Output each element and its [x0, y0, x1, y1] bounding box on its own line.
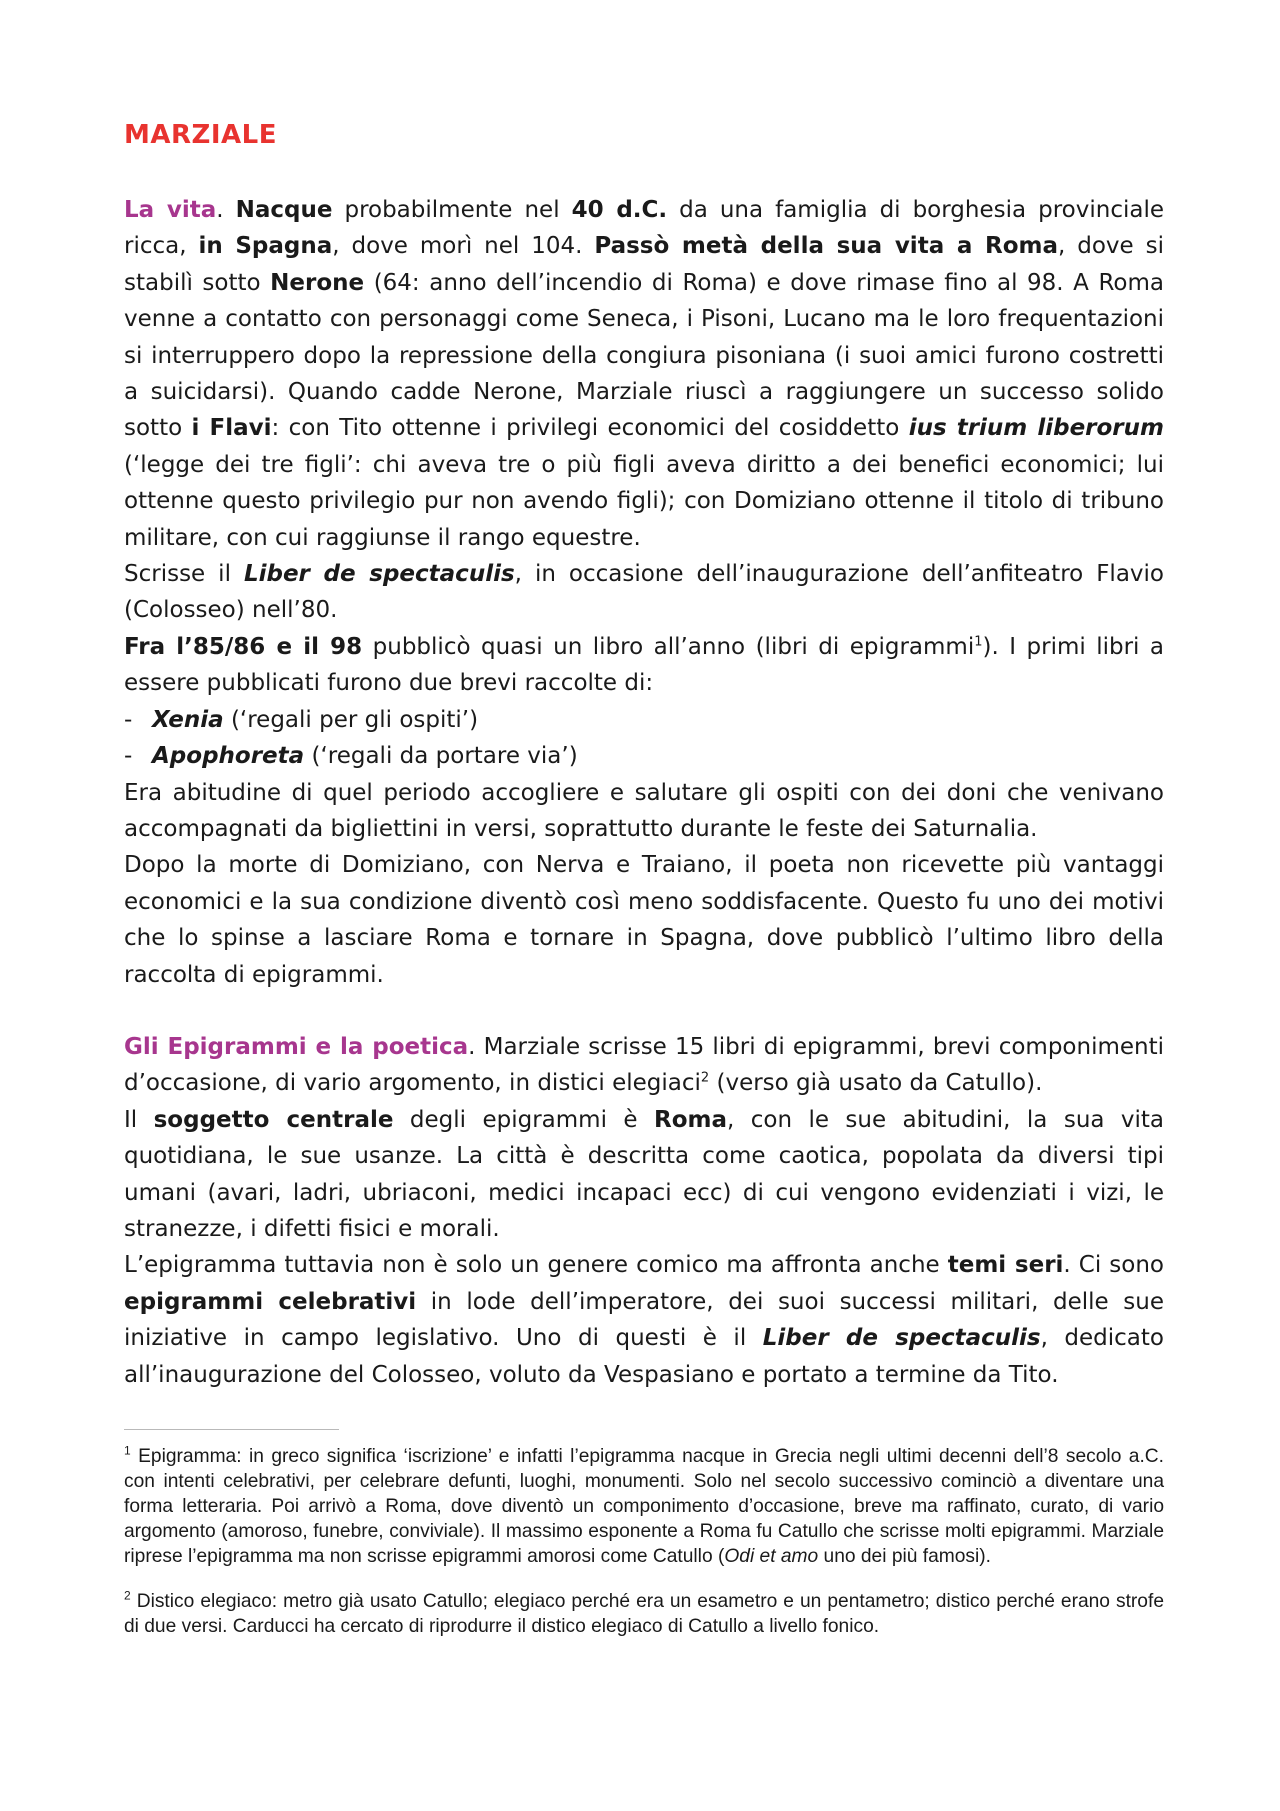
vita-paragraph-5: Dopo la morte di Domiziano, con Nerva e Traiano, il poeta non ricevette più vantaggi economici e la sua condizione diventò così meno soddisfacente. Questo fu uno dei motivi che lo spinse a lasciare Roma e tornare in Spagna, dove pubblicò l’ultimo libro della raccolta di epigrammi. [124, 852, 1164, 988]
document-page [124, 120, 1164, 1659]
footnote-2: $^2$ Distico elegiaco: metro già usato Catullo; elegiaco perché era un esametro e un pentametro; distico perché erano strofe di due versi. Carducci ha cercato di riprodurre il distico elegiaco di Catullo a livello fonico. [124, 1588, 1164, 1637]
footnote-ref-2: 2 [700, 1070, 710, 1086]
vita-paragraph-4: Era abitudine di quel periodo accogliere e salutare gli ospiti con dei doni che venivano accompagnati da bigliettini in versi, soprattutto durante le feste dei Saturnalia. [124, 779, 1164, 842]
collections-list [124, 702, 1164, 775]
vita-paragraph-1: La vita. Nacque probabilmente nel 40 d.C. da una famiglia di borghesia provinciale ricca, in Spagna, dove morì nel 104. Passò metà della sua vita a Roma, dove si stabilì sotto Nerone (64: anno dell’incendio di Roma) e dove rimase fino al 98. A Roma venne a contatto con personaggi come Seneca, i Pisoni, Lucano ma le loro frequentazioni si interruppero dopo la repressione della congiura pisoniana (i suoi amici furono costretti a suicidarsi). Quando cadde Nerone, Marziale riuscì a raggiungere un successo solido sotto i Flavi: con Tito ottenne i privilegi economici del cosiddetto ius trium liberorum (‘legge dei tre figli’: chi aveva tre o più figli aveva diritto a dei benefici economici; lui ottenne questo privilegio pur non avendo figli); con Domiziano ottenne il titolo di tribuno militare, con cui raggiunse il rango equestre. [124, 197, 1164, 551]
section-label-vita: La vita [124, 197, 217, 223]
footnote-1: $^1$ Epigramma: in greco significa ‘iscrizione’ e infatti l’epigramma nacque in Grecia negli ultimi decenni dell’8 secolo a.C. con intenti celebrativi, per celebrare defunti, luoghi, monumenti. Solo nel secolo successivo cominciò a diventare una forma letteraria. Poi arrivò a Roma, dove diventò un componimento d’occasione, breve ma raffinato, curato, di vario argomento (amoroso, funebre, conviviale). Il massimo esponente a Roma fu Catullo che scrisse molti epigrammi. Marziale riprese l’epigramma ma non scrisse epigrammi amorosi come Catullo (Odi et amo uno dei più famosi). [124, 1443, 1164, 1567]
vita-paragraph-2: Scrisse il Liber de spectaculis, in occasione dell’inaugurazione dell’anfiteatro Flavio (Colosseo) nell’80. [124, 561, 1164, 624]
list-item: - Xenia (‘regali per gli ospiti’) [124, 706, 479, 733]
epigrammi-paragraph-1: Gli Epigrammi e la poetica. Marziale scrisse 15 libri di epigrammi, brevi componimenti d’occasione, di vario argomento, in distici elegiaci$^2$ (verso già usato da Catullo). [124, 1033, 1165, 1097]
footnote-divider [124, 1429, 339, 1430]
epigrammi-paragraph-2: Il soggetto centrale degli epigrammi è Roma, con le sue abitudini, la sua vita quotidiana, le sue usanze. La città è descritta come caotica, popolata da diversi tipi umani (avari, ladri, ubriaconi, medici incapaci ecc) di cui vengono evidenziati i vizi, le stranezze, i difetti fisici e morali. [124, 1106, 1165, 1242]
section-label-epigrammi: Gli Epigrammi e la poetica [124, 1033, 469, 1060]
vita-paragraph-3: Fra l’85/86 e il 98 pubblicò quasi un libro all’anno (libri di epigrammi$^1$). I primi libri a essere pubblicati furono due brevi raccolte di: [124, 633, 1165, 697]
epigrammi-paragraph-3: L’epigramma tuttavia non è solo un genere comico ma affronta anche temi seri. Ci sono epigrammi celebrativi in lode dell’imperatore, dei suoi successi militari, delle sue iniziative in campo legislativo. Uno di questi è il Liber de spectaculis, dedicato all’inaugurazione del Colosseo, voluto da Vespasiano e portato a termine da Tito. [124, 1252, 1164, 1388]
page-title: MARZIALE [124, 120, 277, 150]
footnote-ref-1: 1 [974, 634, 983, 650]
list-item: - Apophoreta (‘regali da portare via’) [124, 743, 578, 770]
